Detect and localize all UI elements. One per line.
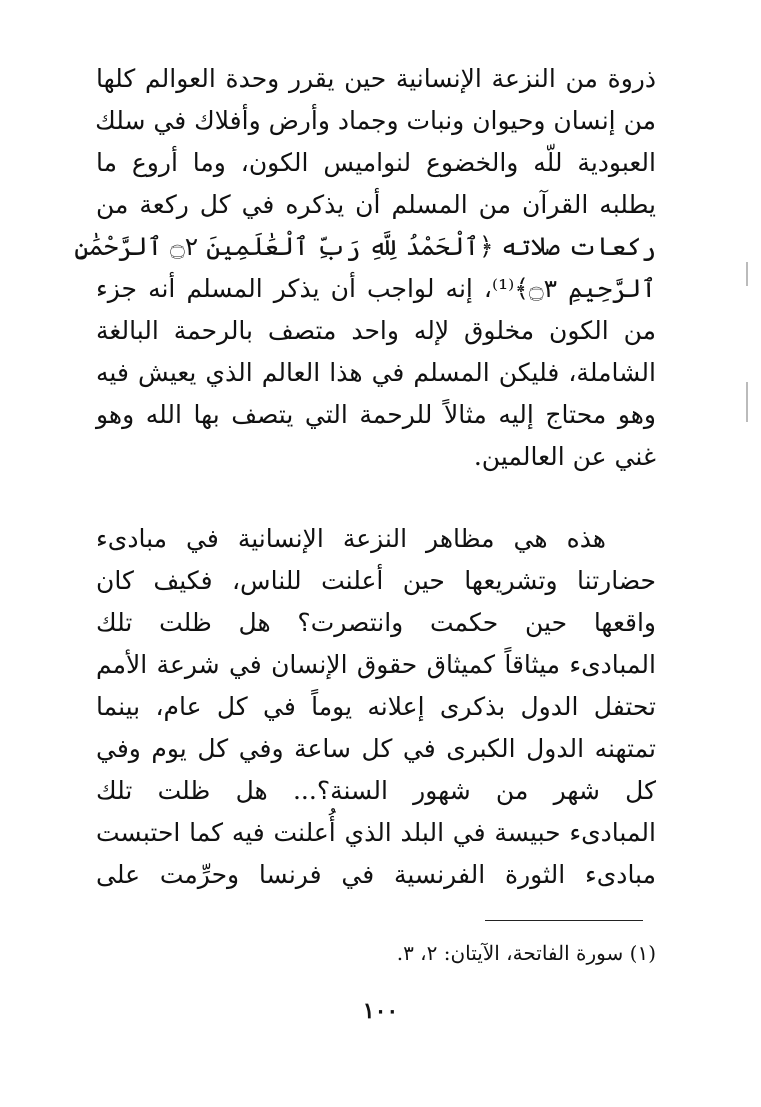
text-line: غني عن العالمين.: [473, 442, 656, 471]
paragraph-2: [96, 518, 656, 896]
scan-edge-mark: [746, 262, 748, 286]
page-number: ١٠٠: [362, 998, 399, 1024]
text-line: ركعات صلاته ﴿ٱلْحَمْدُ لِلَّهِ رَبِّ ٱلْعَٰلَمِينَ ۝٢ ٱلرَّحْمَٰنِ: [74, 232, 656, 261]
text-line: يطلبه القرآن من المسلم أن يذكره في كل ركعة من: [96, 190, 656, 219]
text-line: ٱلرَّحِيمِ ۝٣﴾⁽¹⁾، إنه لواجب أن يذكر المسلم أنه جزء: [96, 274, 656, 303]
paragraph-1: [74, 58, 656, 478]
text-line: تحتفل الدول بذكرى إعلانه يوماً في كل عام، بينما: [96, 692, 656, 721]
text-line: مبادىء الثورة الفرنسية في فرنسا وحرِّمت على: [96, 860, 656, 889]
text-line: وهو محتاج إليه مثالاً للرحمة التي يتصف بها الله وهو: [96, 400, 656, 429]
text-line: حضارتنا وتشريعها حين أعلنت للناس، فكيف كان: [96, 566, 656, 595]
footnote-divider: [485, 920, 643, 921]
text-line: هذه هي مظاهر النزعة الإنسانية في مبادىء: [96, 524, 606, 553]
text-line: المبادىء حبيسة في البلد الذي أُعلنت فيه كما احتبست: [96, 818, 656, 847]
scan-edge-mark: [746, 382, 748, 422]
text-line: المبادىء ميثاقاً كميثاق حقوق الإنسان في شرعة الأمم: [96, 650, 656, 679]
text-line: من الكون مخلوق لإله واحد متصف بالرحمة البالغة: [96, 316, 656, 345]
text-line: ذروة من النزعة الإنسانية حين يقرر وحدة العوالم كلها: [96, 64, 656, 93]
text-line: العبودية للّه والخضوع لنواميس الكون، وما أروع ما: [96, 148, 656, 177]
footnote: (١) سورة الفاتحة، الآيتان: ٢، ٣.: [396, 941, 656, 965]
text-line: واقعها حين حكمت وانتصرت؟ هل ظلت تلك: [96, 608, 656, 637]
text-line: من إنسان وحيوان ونبات وجماد وأرض وأفلاك في سلك: [95, 106, 656, 135]
text-line: كل شهر من شهور السنة؟... هل ظلت تلك: [96, 776, 656, 805]
text-line: تمتهنه الدول الكبرى في كل ساعة وفي كل يوم وفي: [96, 734, 656, 763]
text-line: الشاملة، فليكن المسلم في هذا العالم الذي يعيش فيه: [96, 358, 656, 387]
